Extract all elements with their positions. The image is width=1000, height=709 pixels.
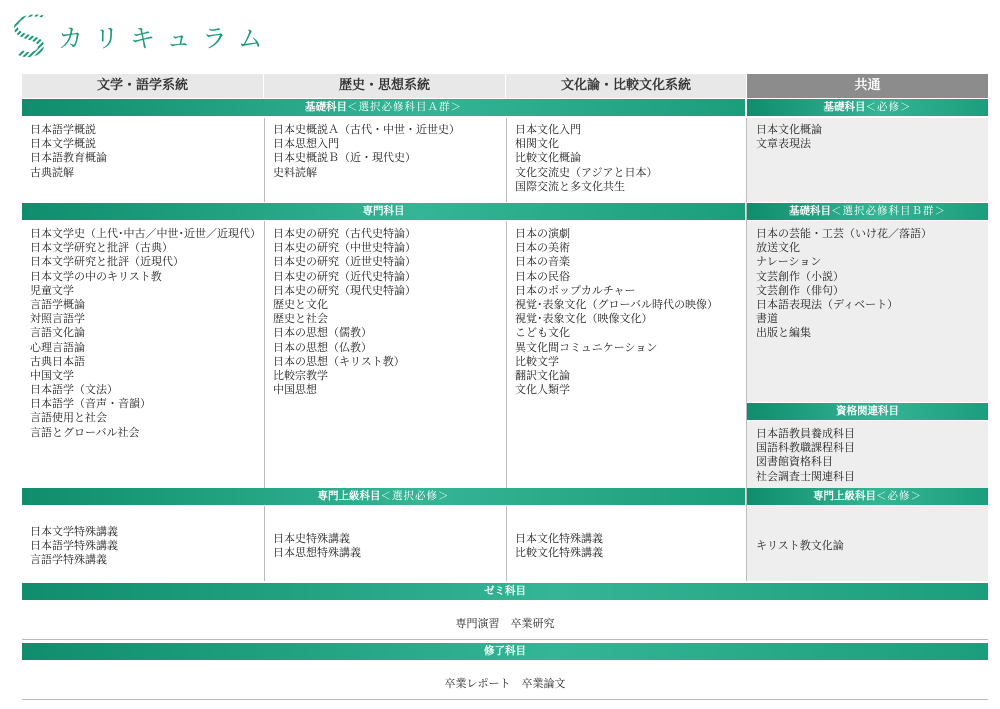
list-item: 文化人類学 [515, 383, 570, 397]
bar-shuryo [22, 643, 988, 660]
bar-kiso-common [747, 99, 988, 116]
list-item: 書道 [756, 312, 778, 326]
bar-title: 専門上級科目 [317, 490, 381, 502]
kiso-col1-list [22, 123, 107, 180]
list-item: 文芸創作（俳句） [756, 283, 844, 297]
bar-title: 専門科目 [362, 205, 405, 217]
list-item: 異文化間コミュニケーション [515, 340, 658, 354]
kiso-col3-list [507, 123, 658, 194]
bar-joukyu-main [22, 488, 745, 505]
list-item: 日本の美術 [515, 241, 570, 255]
joukyu-common-list [748, 539, 844, 553]
zemi-courses: 専門演習 卒業研究 [455, 617, 555, 630]
list-item: 文芸創作（小説） [756, 269, 844, 283]
list-item: 日本のポップカルチャー [515, 283, 636, 297]
list-item: 日本の民俗 [515, 269, 570, 283]
list-item: 日本の音楽 [515, 255, 570, 269]
list-item: 日本語学（文法） [30, 383, 118, 397]
list-item: 日本の芸能・工芸（いけ花／落語） [756, 227, 932, 240]
list-item: キリスト教文化論 [756, 539, 844, 552]
list-item: 比較文化特殊講義 [515, 546, 603, 560]
list-item: 日本史の研究（中世史特論） [273, 241, 416, 255]
list-item: 国語科教職課程科目 [756, 441, 855, 455]
list-item: 古典読解 [30, 165, 74, 179]
column-headers [22, 74, 988, 98]
list-item: 国際交流と多文化共生 [515, 179, 625, 193]
list-item: 心理言語論 [30, 340, 85, 354]
list-item: 日本の思想（仏教） [273, 340, 372, 354]
list-item: 日本文化概論 [756, 123, 822, 136]
list-item: 日本史特殊講義 [273, 532, 350, 545]
list-item: 日本文学史（上代･中古／中世･近世／近現代） [30, 227, 261, 240]
list-item: 相関文化 [515, 137, 559, 151]
bar-shikaku [747, 403, 988, 420]
joukyu-col2-list [265, 532, 361, 560]
list-item: 社会調査士関連科目 [756, 469, 855, 483]
bar-subtitle: ＜選択必修科目Ａ群＞ [347, 101, 462, 113]
list-item: ナレーション [756, 255, 822, 269]
list-item: 日本史の研究（現代史特論） [273, 283, 416, 297]
list-item: 言語とグローバル社会 [30, 425, 140, 439]
list-item: 日本語学（音声・音韻） [30, 397, 151, 411]
bar-senmon [22, 203, 745, 220]
column-header-history: 歴史・思想系統 [264, 74, 506, 98]
list-item: 日本文学の中のキリスト教 [30, 269, 162, 283]
kiso-b-list [748, 227, 932, 341]
list-item: 日本の思想（儒教） [273, 326, 372, 340]
list-item: 比較文学 [515, 354, 559, 368]
bar-subtitle: ＜選択必修科目Ｂ群＞ [831, 205, 946, 217]
list-item: 文化交流史（アジアと日本） [515, 165, 658, 179]
bar-title: 基礎科目 [789, 205, 831, 217]
bar-title: 基礎科目 [305, 101, 347, 113]
bar-joukyu-common [747, 488, 988, 505]
list-item: 図書館資格科目 [756, 455, 833, 469]
bar-title: 基礎科目 [823, 101, 866, 113]
bar-subtitle: ＜必修＞ [876, 490, 922, 502]
list-item: 日本語学概説 [30, 123, 96, 136]
bar-title: 専門上級科目 [813, 490, 876, 502]
page-title: カリキュラム [58, 24, 274, 53]
list-item: 言語学概論 [30, 297, 85, 311]
list-item: 日本文化入門 [515, 123, 581, 136]
list-item: 日本語学特殊講義 [30, 539, 118, 553]
bar-zemi [22, 583, 988, 600]
list-item: 日本文学特殊講義 [30, 525, 118, 538]
list-item: 歴史と社会 [273, 312, 328, 326]
senmon-col3-list [507, 227, 718, 397]
list-item: 史料読解 [273, 165, 317, 179]
shuryo-courses: 卒業レポート 卒業論文 [444, 677, 566, 690]
page-header [14, 10, 274, 64]
list-item: 日本語教育概論 [30, 151, 107, 165]
list-item: 日本思想入門 [273, 137, 339, 151]
list-item: 日本語教員養成科目 [756, 427, 855, 440]
senmon-col2-list [265, 227, 416, 397]
bar-title: 資格関連科目 [836, 405, 899, 417]
column-header-common: 共通 [747, 74, 988, 98]
list-item: こども文化 [515, 326, 570, 340]
divider [746, 118, 747, 202]
column-header-literature: 文学・語学系統 [22, 74, 264, 98]
list-item: 視覚･表象文化（グローバル時代の映像） [515, 297, 718, 311]
divider [22, 639, 988, 640]
list-item: 日本の思想（キリスト教） [273, 354, 405, 368]
list-item: 日本文学概説 [30, 137, 96, 151]
list-item: 中国思想 [273, 383, 317, 397]
joukyu-col3-list [507, 532, 603, 560]
list-item: 日本思想特殊講義 [273, 546, 361, 560]
green-striped-s-logo-icon [14, 14, 48, 60]
list-item: 日本史の研究（近代史特論） [273, 269, 416, 283]
list-item: 視覚･表象文化（映像文化） [515, 312, 653, 326]
senmon-col1-list [22, 227, 261, 440]
list-item: 児童文学 [30, 283, 74, 297]
list-item: 日本文化特殊講義 [515, 532, 603, 545]
list-item: 日本史概説Ｂ（近・現代史） [273, 151, 416, 165]
list-item: 翻訳文化論 [515, 368, 570, 382]
kiso-common-list [748, 123, 822, 151]
list-item: 日本史の研究（近世史特論） [273, 255, 416, 269]
list-item: 対照言語学 [30, 312, 85, 326]
list-item: 日本語表現法（ディベート） [756, 297, 899, 311]
list-item: 日本史の研究（古代史特論） [273, 227, 416, 240]
list-item: 日本文学研究と批評（近現代） [30, 255, 184, 269]
list-item: 放送文化 [756, 241, 800, 255]
bar-kiso-b [747, 203, 988, 220]
joukyu-col1-list [22, 525, 118, 568]
list-item: 言語学特殊講義 [30, 553, 107, 567]
shikaku-list [748, 427, 855, 484]
list-item: 歴史と文化 [273, 297, 328, 311]
list-item: 言語文化論 [30, 326, 85, 340]
bar-title: ゼミ科目 [484, 585, 526, 597]
list-item: 日本の演劇 [515, 227, 570, 240]
bar-subtitle: ＜必修＞ [865, 101, 912, 113]
bar-kiso-main [22, 99, 745, 116]
list-item: 日本文学研究と批評（古典） [30, 241, 173, 255]
column-header-culture: 文化論・比較文化系統 [506, 74, 747, 98]
list-item: 出版と編集 [756, 326, 811, 340]
list-item: 古典日本語 [30, 354, 85, 368]
list-item: 日本史概説Ａ（古代・中世・近世史） [273, 123, 460, 136]
list-item: 比較宗教学 [273, 368, 328, 382]
kiso-col2-list [265, 123, 460, 180]
list-item: 文章表現法 [756, 137, 811, 151]
divider [22, 699, 988, 700]
list-item: 言語使用と社会 [30, 411, 107, 425]
divider [746, 203, 747, 488]
list-item: 比較文化概論 [515, 151, 581, 165]
bar-subtitle: ＜選択必修＞ [380, 490, 450, 502]
list-item: 中国文学 [30, 368, 74, 382]
bar-title: 修了科目 [484, 645, 526, 657]
